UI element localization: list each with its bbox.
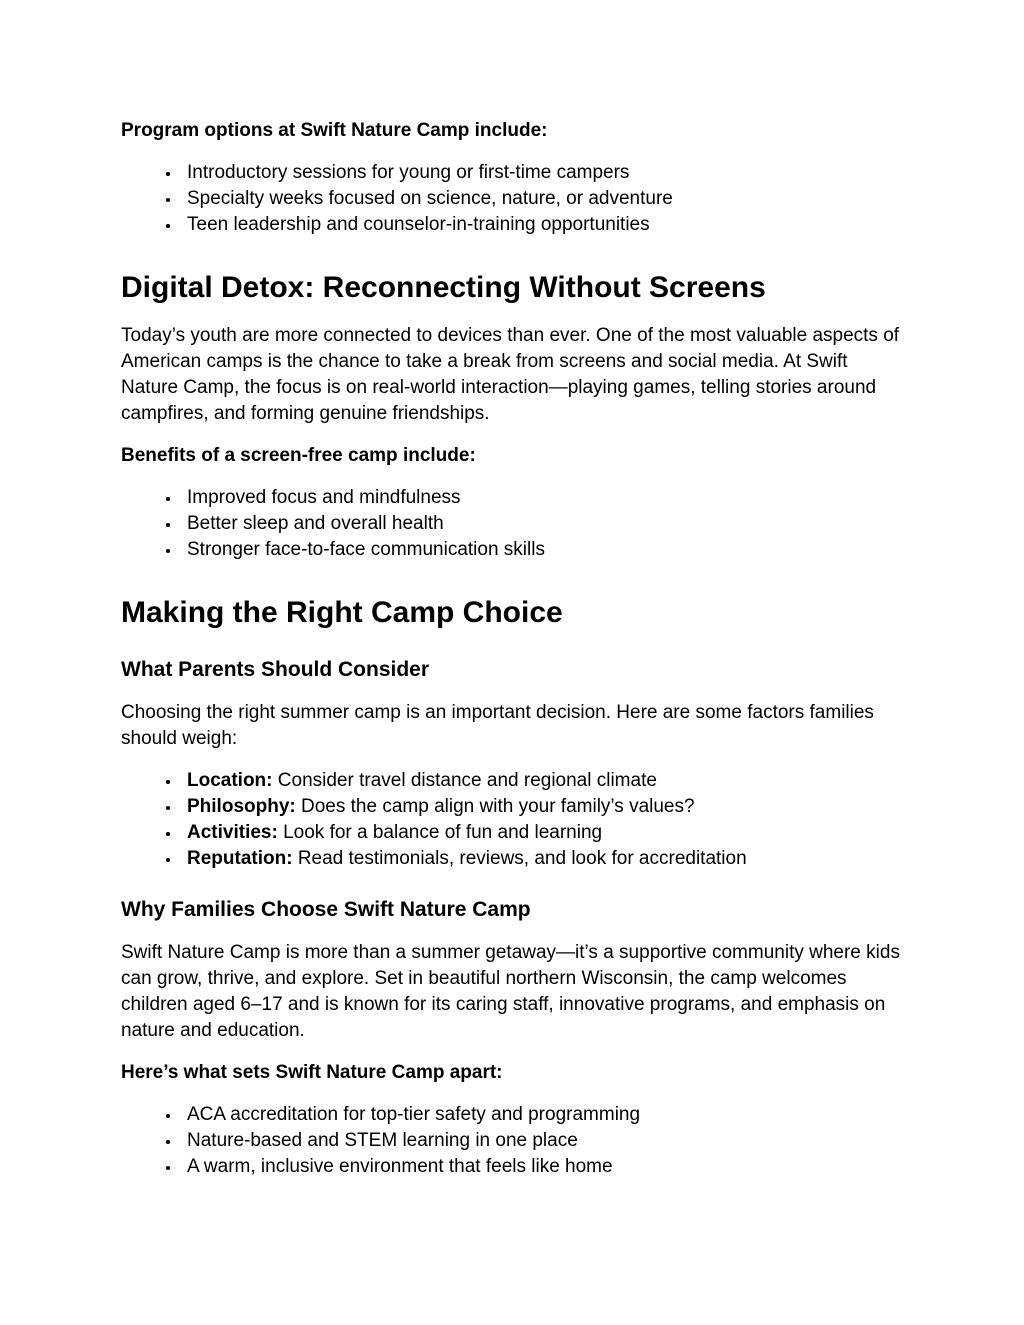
factor-label: Reputation: xyxy=(187,848,293,869)
program-options-list xyxy=(121,160,903,238)
factor-label: Activities: xyxy=(187,822,278,843)
list-item: • A warm, inclusive environment that feels like home xyxy=(181,1154,903,1180)
benefits-list xyxy=(121,485,903,563)
factor-text: Does the camp align with your family’s values? xyxy=(295,796,695,817)
list-item: • Teen leadership and counselor-in-training opportunities xyxy=(181,212,903,238)
why-families-intro: Swift Nature Camp is more than a summer getaway—it’s a supportive community where kids can grow, thrive, and explore. Set in beautiful northern Wisconsin, the camp welcomes children aged 6–17 and is known for its caring staff, innovative programs, and emphasis on nature and education. xyxy=(121,942,900,1041)
parents-consider-intro: Choosing the right summer camp is an important decision. Here are some factors families should weigh: xyxy=(121,702,874,749)
digital-detox-intro: Today’s youth are more connected to devices than ever. One of the most valuable aspects of American camps is the chance to take a break from screens and social media. At Swift Nature Camp, the focus is on real-world interaction—playing games, telling stories around campfires, and forming genuine friendships. xyxy=(121,325,900,424)
factor-text: Read testimonials, reviews, and look for accreditation xyxy=(292,848,747,869)
list-item xyxy=(181,794,903,820)
heading-camp-choice: Making the Right Camp Choice xyxy=(121,596,563,629)
factor-text: Look for a balance of fun and learning xyxy=(277,822,603,843)
list-item: • Improved focus and mindfulness xyxy=(181,485,903,511)
list-item: • Nature-based and STEM learning in one place xyxy=(181,1128,903,1154)
factor-label: Location: xyxy=(187,770,273,791)
factor-label: Philosophy: xyxy=(187,796,296,817)
heading-digital-detox: Digital Detox: Reconnecting Without Screens xyxy=(121,271,766,304)
list-item: • ACA accreditation for top-tier safety and programming xyxy=(181,1102,903,1128)
heading-why-families: Why Families Choose Swift Nature Camp xyxy=(121,898,531,921)
list-item: • Stronger face-to-face communication skills xyxy=(181,537,903,563)
sets-apart-lead: Here’s what sets Swift Nature Camp apart: xyxy=(121,1062,503,1083)
factors-list xyxy=(121,768,903,872)
sets-apart-list xyxy=(121,1102,903,1180)
list-item xyxy=(181,768,903,794)
list-item: • Specialty weeks focused on science, nature, or adventure xyxy=(181,186,903,212)
program-options-lead: Program options at Swift Nature Camp include: xyxy=(121,120,548,141)
list-item xyxy=(181,820,903,846)
list-item xyxy=(181,846,903,872)
benefits-lead: Benefits of a screen-free camp include: xyxy=(121,445,476,466)
heading-parents-consider: What Parents Should Consider xyxy=(121,658,430,681)
factor-text: Consider travel distance and regional climate xyxy=(272,770,657,791)
list-item: • Introductory sessions for young or first-time campers xyxy=(181,160,903,186)
list-item: • Better sleep and overall health xyxy=(181,511,903,537)
